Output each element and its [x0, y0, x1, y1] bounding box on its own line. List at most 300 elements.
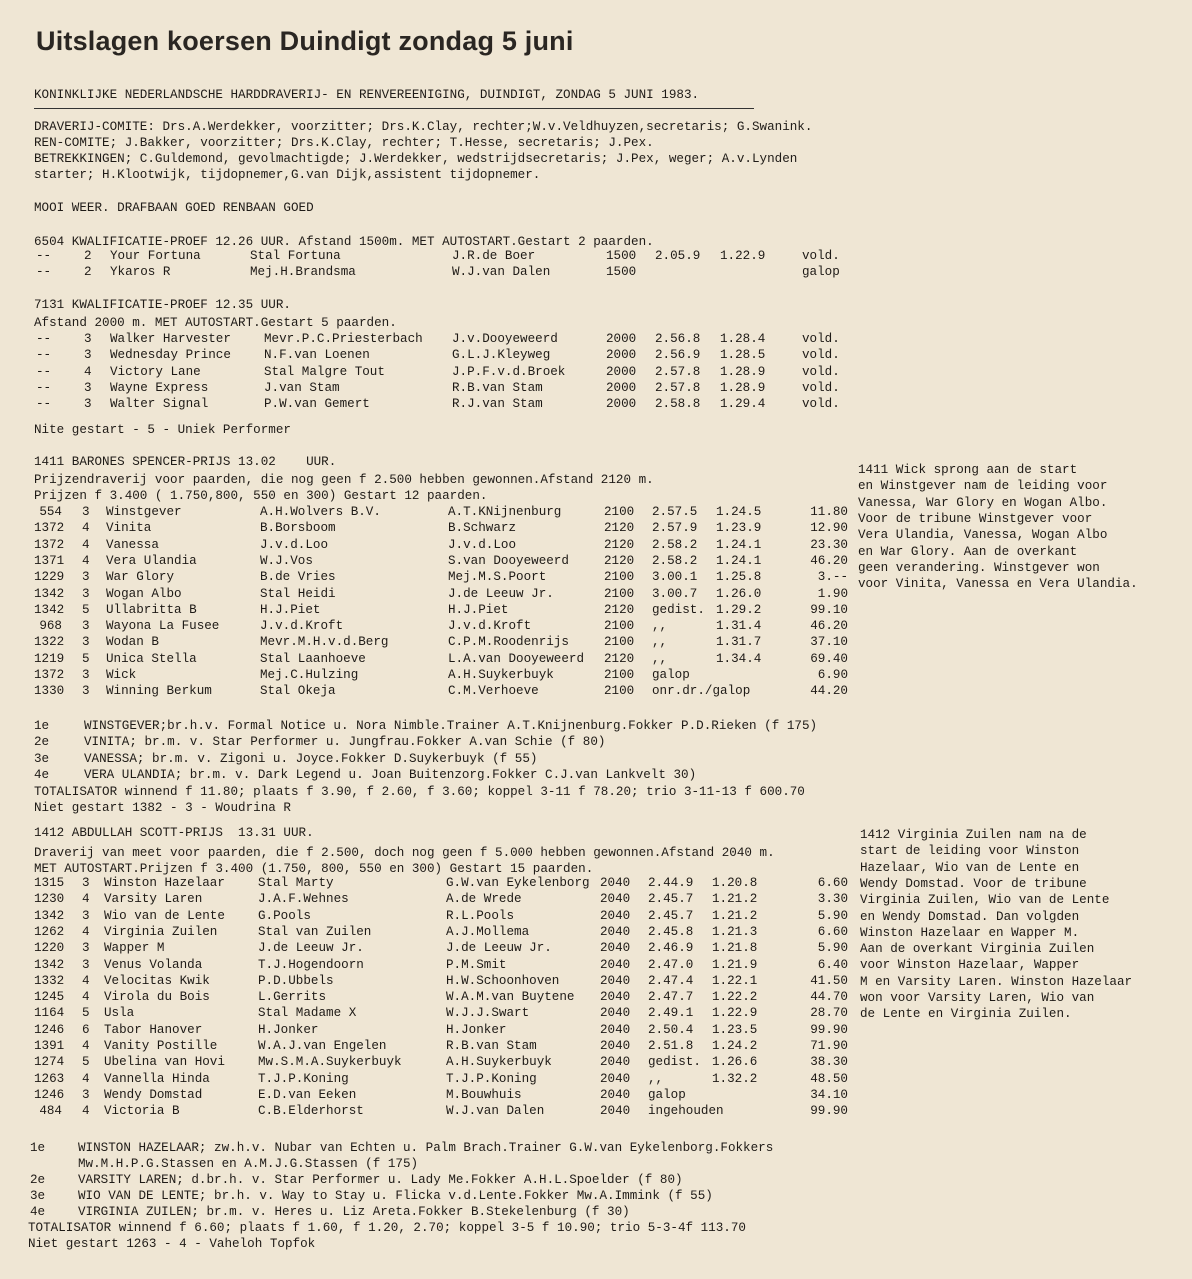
cell-distance: 2100: [604, 635, 635, 650]
cell-owner: Stal van Zuilen: [258, 924, 372, 939]
placing-description: VIRGINIA ZUILEN; br.m. v. Heres u. Liz Areta.Fokker B.Stekelenburg (f 30): [78, 1205, 630, 1219]
cell-horse: Ubelina van Hovi: [104, 1055, 225, 1070]
cell-distance: 2040: [600, 1087, 631, 1102]
cell-owner: Stal Okeja: [260, 684, 336, 699]
cell-horse: Vinita: [106, 521, 152, 536]
cell-time: 2.58.2: [652, 537, 698, 552]
cell-number: --: [36, 332, 52, 346]
committee-line: DRAVERIJ-COMITE: Drs.A.Werdekker, voorzitter; Drs.K.Clay, rechter;W.v.Veldhuyzen,secretaris; G.Swanink.: [34, 120, 813, 134]
cell-age: 3: [84, 348, 92, 363]
cell-horse: Vanity Postille: [104, 1039, 218, 1053]
cell-odds: 48.50: [810, 1071, 848, 1086]
cell-distance: 2040: [600, 957, 631, 972]
cell-age: 4: [82, 1104, 90, 1119]
race-report-line: Voor de tribune Winstgever voor: [858, 511, 1093, 526]
cell-number: --: [36, 397, 52, 412]
cell-owner: J.de Leeuw Jr.: [258, 941, 364, 956]
cell-odds: 5.90: [817, 908, 848, 923]
placing-description: VERA ULANDIA; br.m. v. Dark Legend u. Joan Buitenzorg.Fokker C.J.van Lankvelt 30): [84, 767, 697, 782]
not-started-1412: Niet gestart 1263 - 4 - Vaheloh Topfok: [28, 1237, 316, 1251]
race-report-line: voor Winston Hazelaar, Wapper: [860, 958, 1080, 973]
cell-age: 4: [82, 537, 90, 552]
cell-distance: 2000: [606, 397, 637, 412]
race-report-line: 1411 Wick sprong aan de start: [858, 463, 1078, 477]
cell-owner: Stal Heidi: [260, 586, 336, 601]
cell-owner: T.J.Hogendoorn: [258, 957, 364, 972]
cell-time: 2.56.8: [655, 332, 701, 346]
cell-driver: J.v.d.Loo: [448, 537, 517, 552]
cell-owner: J.A.F.Wehnes: [258, 892, 349, 907]
cell-owner: N.F.van Loenen: [264, 348, 370, 363]
cell-number: 484: [39, 1104, 62, 1119]
race-prizes-1412: MET AUTOSTART.Prijzen f 3.400 (1.750, 800, 550 en 300) Gestart 15 paarden.: [34, 862, 594, 876]
cell-owner: T.J.P.Koning: [258, 1071, 349, 1086]
cell-odds: 3.30: [817, 892, 848, 907]
placing-description: Mw.M.H.P.G.Stassen en A.M.J.G.Stassen (f 175): [78, 1157, 419, 1171]
cell-km-time: 1.29.2: [716, 602, 762, 617]
cell-age: 5: [82, 1055, 90, 1070]
cell-driver: H.W.Schoonhoven: [446, 973, 560, 988]
cell-horse: Winston Hazelaar: [104, 876, 225, 890]
cell-driver: G.W.van Eykelenborg: [446, 876, 590, 890]
cell-time: 2.49.1: [648, 1006, 694, 1021]
cell-age: 3: [82, 908, 90, 923]
cell-km-time: 1.32.2: [712, 1071, 758, 1086]
cell-horse: Walter Signal: [110, 397, 209, 412]
cell-time: 2.50.4: [648, 1022, 694, 1037]
race-report-line: start de leiding voor Winston: [860, 844, 1080, 859]
cell-time: ingehouden: [648, 1104, 724, 1119]
cell-driver: H.J.Piet: [448, 602, 509, 617]
race-report-line: won voor Varsity Laren, Wio van: [860, 991, 1095, 1005]
cell-number: --: [36, 265, 52, 279]
cell-number: 1371: [34, 553, 65, 568]
cell-driver: R.B.van Stam: [446, 1039, 537, 1053]
cell-odds: vold.: [802, 332, 840, 346]
cell-odds: vold.: [802, 364, 840, 379]
cell-distance: 2120: [604, 553, 635, 568]
cell-owner: E.D.van Eeken: [258, 1087, 357, 1102]
cell-km-time: 1.21.9: [712, 957, 758, 972]
cell-km-time: 1.21.2: [712, 908, 758, 923]
cell-driver: W.J.van Dalen: [446, 1104, 545, 1119]
cell-horse: Victory Lane: [110, 364, 201, 379]
cell-owner: Mevr.P.C.Priesterbach: [264, 332, 423, 346]
cell-distance: 2040: [600, 973, 631, 988]
cell-time: 2.57.8: [655, 380, 701, 395]
cell-odds: 99.90: [810, 1104, 848, 1119]
cell-time: ,,: [652, 651, 668, 666]
cell-number: 1330: [34, 684, 65, 699]
cell-time: 3.00.7: [652, 586, 698, 601]
cell-odds: 44.70: [810, 990, 848, 1005]
cell-driver: R.J.van Stam: [452, 397, 543, 412]
cell-distance: 2040: [600, 924, 631, 939]
cell-distance: 2040: [600, 892, 631, 907]
cell-horse: Victoria B: [104, 1104, 180, 1119]
cell-age: 3: [82, 570, 90, 585]
cell-horse: Wogan Albo: [106, 586, 182, 601]
cell-odds: 6.60: [817, 924, 848, 939]
cell-owner: Mevr.M.H.v.d.Berg: [260, 635, 389, 650]
cell-km-time: 1.23.9: [716, 521, 762, 536]
cell-distance: 2120: [604, 521, 635, 536]
cell-number: 1274: [34, 1055, 65, 1070]
race-report-line: geen verandering. Winstgever won: [858, 560, 1100, 575]
cell-number: 1342: [34, 908, 65, 923]
cell-distance: 2040: [600, 1006, 631, 1021]
race-conditions-1412: Draverij van meet voor paarden, die f 2.500, doch nog geen f 5.000 hebben gewonnen.Afstand 2040 m.: [34, 846, 775, 860]
cell-km-time: 1.24.1: [716, 537, 762, 552]
cell-horse: Virola du Bois: [104, 990, 210, 1005]
cell-horse: Vannella Hinda: [104, 1071, 210, 1086]
race-report-line: en Wendy Domstad. Dan volgden: [860, 909, 1080, 924]
cell-age: 6: [82, 1022, 90, 1037]
cell-horse: Vanessa: [106, 537, 159, 552]
cell-age: 3: [82, 505, 90, 519]
cell-owner: G.Pools: [258, 908, 311, 923]
cell-number: 554: [39, 505, 62, 519]
race-title-1412: 1412 ABDULLAH SCOTT-PRIJS 13.31 UUR.: [34, 826, 314, 840]
cell-time: 2.45.8: [648, 924, 694, 939]
cell-driver: J.de Leeuw Jr.: [446, 941, 552, 956]
cell-km-time: 1.24.2: [712, 1039, 758, 1053]
cell-distance: 2040: [600, 1071, 631, 1086]
cell-horse: Wick: [106, 668, 137, 682]
cell-distance: 1500: [606, 265, 637, 279]
cell-number: 1246: [34, 1087, 65, 1102]
cell-time: onr.dr./galop: [652, 684, 751, 699]
cell-age: 3: [82, 586, 90, 601]
cell-distance: 2040: [600, 876, 631, 890]
cell-driver: R.B.van Stam: [452, 380, 543, 395]
cell-driver: A.J.Mollema: [446, 924, 530, 939]
cell-horse: War Glory: [106, 570, 175, 585]
cell-owner: P.W.van Gemert: [264, 397, 370, 412]
cell-time: 2.57.8: [655, 364, 701, 379]
cell-distance: 2100: [604, 505, 635, 519]
cell-owner: W.J.Vos: [260, 553, 313, 568]
cell-odds: 5.90: [817, 941, 848, 956]
cell-time: 3.00.1: [652, 570, 698, 585]
race-title-7131: 7131 KWALIFICATIE-PROEF 12.35 UUR.: [34, 298, 291, 312]
cell-number: --: [36, 249, 52, 263]
cell-odds: 28.70: [810, 1006, 848, 1021]
cell-time: 2.57.5: [652, 505, 698, 519]
cell-horse: Wapper M: [104, 941, 165, 956]
cell-time: gedist.: [648, 1055, 701, 1070]
totalisator-1412: TOTALISATOR winnend f 6.60; plaats f 1.60, f 1.20, 2.70; koppel 3-5 f 10.90; trio 5-3-4f 113.70: [28, 1221, 746, 1235]
cell-odds: vold.: [802, 380, 840, 395]
cell-odds: 6.40: [817, 957, 848, 972]
cell-number: 1391: [34, 1039, 65, 1053]
cell-number: --: [36, 348, 52, 363]
cell-odds: vold.: [802, 348, 840, 363]
committee-line: REN-COMITE; J.Bakker, voorzitter; Drs.K.Clay, rechter; T.Hesse, secretaris; J.Pex.: [34, 136, 654, 150]
placing-description: WINSTON HAZELAAR; zw.h.v. Nubar van Echten u. Palm Brach.Trainer G.W.van Eykelenborg.Fokkers: [78, 1141, 774, 1155]
cell-odds: vold.: [802, 249, 840, 263]
cell-driver: T.J.P.Koning: [446, 1071, 537, 1086]
cell-driver: L.A.van Dooyeweerd: [448, 651, 585, 666]
race-conditions-1411: Prijzendraverij voor paarden, die nog geen f 2.500 hebben gewonnen.Afstand 2120 m.: [34, 473, 654, 487]
cell-km-time: 1.22.1: [712, 973, 758, 988]
cell-number: --: [36, 380, 52, 395]
race-report-line: Wendy Domstad. Voor de tribune: [860, 876, 1087, 891]
cell-number: 1372: [34, 537, 65, 552]
cell-km-time: 1.26.6: [712, 1055, 758, 1070]
cell-km-time: 1.28.4: [720, 332, 766, 346]
cell-km-time: 1.21.8: [712, 941, 758, 956]
cell-horse: Varsity Laren: [104, 892, 203, 907]
cell-km-time: 1.24.5: [716, 505, 762, 519]
cell-owner: P.D.Ubbels: [258, 973, 334, 988]
cell-horse: Wednesday Prince: [110, 348, 231, 363]
cell-age: 3: [82, 957, 90, 972]
cell-distance: 2040: [600, 908, 631, 923]
committee-line: starter; H.Klootwijk, tijdopnemer,G.van Dijk,assistent tijdopnemer.: [34, 168, 541, 182]
cell-age: 4: [82, 892, 90, 907]
cell-owner: H.J.Piet: [260, 602, 321, 617]
cell-odds: 3.--: [817, 570, 848, 585]
cell-number: --: [36, 364, 52, 379]
cell-age: 4: [84, 364, 92, 379]
cell-owner: Stal Madame X: [258, 1006, 357, 1021]
cell-time: galop: [648, 1087, 686, 1102]
cell-distance: 2120: [604, 651, 635, 666]
cell-odds: 46.20: [810, 619, 848, 634]
cell-distance: 2040: [600, 1039, 631, 1053]
cell-distance: 2100: [604, 684, 635, 699]
race-report-line: Aan de overkant Virginia Zuilen: [860, 942, 1095, 957]
cell-horse: Venus Volanda: [104, 957, 203, 972]
cell-age: 3: [84, 332, 92, 346]
cell-age: 4: [82, 990, 90, 1005]
cell-horse: Wayona La Fusee: [106, 619, 220, 634]
cell-driver: J.P.F.v.d.Broek: [452, 364, 566, 379]
cell-owner: A.H.Wolvers B.V.: [260, 505, 381, 519]
cell-odds: 46.20: [810, 553, 848, 568]
cell-owner: W.A.J.van Engelen: [258, 1039, 387, 1053]
cell-distance: 2040: [600, 941, 631, 956]
cell-odds: 69.40: [810, 651, 848, 666]
cell-km-time: 1.31.4: [716, 619, 762, 634]
cell-number: 1342: [34, 957, 65, 972]
cell-odds: 6.90: [817, 668, 848, 682]
cell-km-time: 1.28.9: [720, 364, 766, 379]
placing-description: WINSTGEVER;br.h.v. Formal Notice u. Nora Nimble.Trainer A.T.Knijnenburg.Fokker P.D.Rieken (f 175): [84, 719, 818, 733]
cell-horse: Ullabritta B: [106, 602, 197, 617]
cell-km-time: 1.28.5: [720, 348, 766, 363]
cell-odds: 38.30: [810, 1055, 848, 1070]
cell-odds: 6.60: [817, 876, 848, 890]
cell-age: 5: [82, 1006, 90, 1021]
placing-description: WIO VAN DE LENTE; br.h. v. Way to Stay u. Flicka v.d.Lente.Fokker Mw.A.Immink (f 55): [78, 1189, 713, 1203]
race-subtitle-7131: Afstand 2000 m. MET AUTOSTART.Gestart 5 paarden.: [34, 316, 397, 330]
cell-driver: J.de Leeuw Jr.: [448, 586, 554, 601]
cell-odds: 11.80: [810, 505, 848, 519]
cell-horse: Your Fortuna: [110, 249, 201, 263]
cell-distance: 2040: [600, 1055, 631, 1070]
cell-driver: A.T.KNijnenburg: [448, 505, 562, 519]
race-report-line: de Lente en Virginia Zuilen.: [860, 1007, 1072, 1022]
placing-rank: 3e: [30, 1189, 46, 1203]
cell-driver: P.M.Smit: [446, 957, 507, 972]
cell-age: 3: [82, 619, 90, 634]
cell-owner: J.v.d.Loo: [260, 537, 329, 552]
cell-owner: Stal Fortuna: [250, 249, 341, 263]
cell-horse: Wayne Express: [110, 380, 209, 395]
cell-time: 2.57.9: [652, 521, 698, 536]
cell-distance: 2040: [600, 1022, 631, 1037]
cell-driver: W.A.M.van Buytene: [446, 990, 575, 1005]
cell-number: 968: [39, 619, 62, 634]
cell-horse: Wio van de Lente: [104, 908, 225, 923]
cell-km-time: 1.22.2: [712, 990, 758, 1005]
cell-horse: Velocitas Kwik: [104, 973, 210, 988]
cell-owner: L.Gerrits: [258, 990, 327, 1005]
cell-number: 1322: [34, 635, 65, 650]
cell-time: 2.47.0: [648, 957, 694, 972]
cell-number: 1262: [34, 924, 65, 939]
cell-driver: C.P.M.Roodenrijs: [448, 635, 569, 650]
placing-rank: 4e: [30, 1205, 46, 1219]
cell-distance: 2120: [604, 537, 635, 552]
cell-km-time: 1.26.0: [716, 586, 762, 601]
race-prizes-1411: Prijzen f 3.400 ( 1.750,800, 550 en 300) Gestart 12 paarden.: [34, 489, 488, 503]
cell-time: 2.58.2: [652, 553, 698, 568]
cell-age: 2: [84, 249, 92, 263]
cell-age: 5: [82, 602, 90, 617]
cell-distance: 2040: [600, 990, 631, 1005]
cell-odds: 41.50: [810, 973, 848, 988]
cell-km-time: 1.21.3: [712, 924, 758, 939]
cell-age: 3: [82, 684, 90, 699]
cell-owner: B.de Vries: [260, 570, 336, 585]
race-report-line: Hazelaar, Wio van de Lente en: [860, 860, 1080, 875]
cell-age: 3: [84, 380, 92, 395]
cell-km-time: 1.24.1: [716, 553, 762, 568]
cell-driver: W.J.J.Swart: [446, 1006, 530, 1021]
cell-owner: Mej.H.Brandsma: [250, 265, 356, 279]
cell-time: 2.56.9: [655, 348, 701, 363]
cell-km-time: 1.23.5: [712, 1022, 758, 1037]
placing-description: VARSITY LAREN; d.br.h. v. Star Performer u. Lady Me.Fokker A.H.L.Spoelder (f 80): [78, 1173, 683, 1187]
cell-age: 5: [82, 651, 90, 666]
cell-odds: 1.90: [817, 586, 848, 601]
page-title: Uitslagen koersen Duindigt zondag 5 juni: [36, 26, 574, 56]
cell-time: 2.46.9: [648, 941, 694, 956]
race-report-line: M en Varsity Laren. Winston Hazelaar: [860, 974, 1133, 989]
cell-owner: C.B.Elderhorst: [258, 1104, 364, 1119]
cell-odds: 12.90: [810, 521, 848, 536]
cell-owner: Mw.S.M.A.Suykerbuyk: [258, 1055, 402, 1070]
race-report-line: Vanessa, War Glory en Wogan Albo.: [858, 495, 1108, 510]
cell-age: 3: [82, 941, 90, 956]
cell-driver: S.van Dooyeweerd: [448, 553, 569, 568]
cell-age: 4: [82, 924, 90, 939]
cell-owner: Stal Malgre Tout: [264, 364, 385, 379]
cell-driver: B.Schwarz: [448, 521, 517, 536]
cell-age: 4: [82, 1071, 90, 1086]
cell-time: 2.47.4: [648, 973, 694, 988]
cell-odds: 71.90: [810, 1039, 848, 1053]
cell-km-time: 1.20.8: [712, 876, 758, 890]
cell-distance: 2120: [604, 602, 635, 617]
cell-time: 2.44.9: [648, 876, 694, 890]
cell-horse: Winstgever: [106, 505, 182, 519]
race-report-line: 1412 Virginia Zuilen nam na de: [860, 828, 1087, 842]
cell-owner: Stal Laanhoeve: [260, 651, 366, 666]
cell-age: 4: [82, 521, 90, 536]
cell-time: 2.47.7: [648, 990, 694, 1005]
cell-age: 4: [82, 973, 90, 988]
cell-driver: J.v.Dooyeweerd: [452, 332, 558, 346]
cell-number: 1342: [34, 586, 65, 601]
cell-number: 1164: [34, 1006, 65, 1021]
cell-driver: J.R.de Boer: [452, 249, 536, 263]
cell-time: 2.45.7: [648, 892, 694, 907]
committee-line: BETREKKINGEN; C.Guldemond, gevolmachtigde; J.Werdekker, wedstrijdsecretaris; J.Pex, weger; A.v.Lynden: [34, 152, 798, 166]
cell-owner: J.van Stam: [264, 380, 340, 395]
not-started-7131: Nite gestart - 5 - Uniek Performer: [34, 423, 291, 437]
cell-horse: Wodan B: [106, 635, 159, 650]
placing-rank: 4e: [34, 767, 50, 782]
cell-number: 1229: [34, 570, 65, 585]
cell-driver: Mej.M.S.Poort: [448, 570, 547, 585]
cell-horse: Winning Berkum: [106, 684, 212, 699]
cell-number: 1220: [34, 941, 65, 956]
divider: [34, 108, 754, 109]
cell-distance: 2100: [604, 586, 635, 601]
cell-driver: G.L.J.Kleyweg: [452, 348, 551, 363]
cell-owner: J.v.d.Kroft: [260, 619, 344, 634]
not-started-1411: Niet gestart 1382 - 3 - Woudrina R: [34, 801, 291, 815]
totalisator-1411: TOTALISATOR winnend f 11.80; plaats f 3.90, f 2.60, f 3.60; koppel 3-11 f 78.20; trio 3-11-13 f 600.70: [34, 785, 805, 799]
cell-distance: 2100: [604, 619, 635, 634]
cell-time: 2.51.8: [648, 1039, 694, 1053]
cell-number: 1372: [34, 668, 65, 682]
cell-time: 2.05.9: [655, 249, 701, 263]
cell-km-time: 1.22.9: [720, 249, 766, 263]
cell-driver: R.L.Pools: [446, 908, 515, 923]
placing-rank: 2e: [34, 735, 50, 750]
cell-odds: 99.10: [810, 602, 848, 617]
cell-owner: H.Jonker: [258, 1022, 319, 1037]
race-report-line: voor Vinita, Vanessa en Vera Ulandia.: [858, 577, 1138, 592]
cell-horse: Tabor Hanover: [104, 1022, 203, 1037]
cell-time: galop: [652, 668, 690, 682]
cell-horse: Unica Stella: [106, 651, 197, 666]
cell-distance: 2040: [600, 1104, 631, 1119]
cell-km-time: 1.31.7: [716, 635, 762, 650]
header-line: KONINKLIJKE NEDERLANDSCHE HARDDRAVERIJ- EN RENVEREENIGING, DUINDIGT, ZONDAG 5 JUNI 1983.: [34, 88, 700, 102]
cell-age: 3: [82, 876, 90, 890]
cell-horse: Vera Ulandia: [106, 553, 197, 568]
cell-driver: C.M.Verhoeve: [448, 684, 539, 699]
cell-driver: A.de Wrede: [446, 892, 522, 907]
cell-number: 1246: [34, 1022, 65, 1037]
cell-odds: 37.10: [810, 635, 848, 650]
cell-driver: M.Bouwhuis: [446, 1087, 522, 1102]
race-report-line: Vera Ulandia, Vanessa, Wogan Albo: [858, 528, 1108, 543]
cell-age: 3: [82, 1087, 90, 1102]
cell-age: 4: [82, 1039, 90, 1053]
cell-number: 1315: [34, 876, 65, 890]
cell-driver: J.v.d.Kroft: [448, 619, 532, 634]
cell-time: ,,: [648, 1071, 664, 1086]
cell-time: ,,: [652, 619, 668, 634]
placing-rank: 3e: [34, 751, 50, 766]
